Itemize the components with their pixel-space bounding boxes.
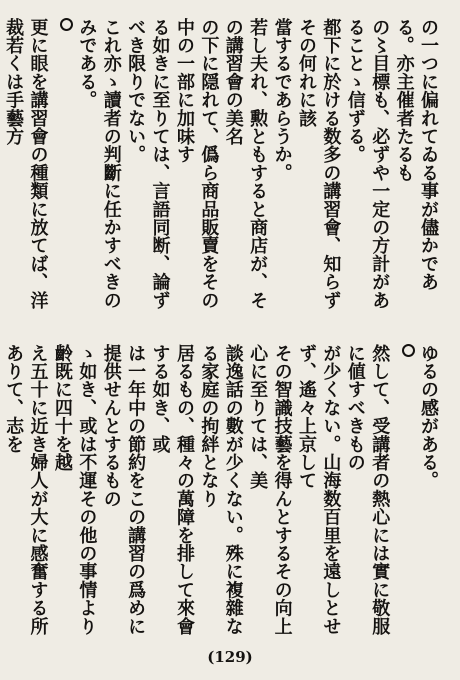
- text-line: ゝ如き、或は不運その他の事情より齡既に四十を越: [51, 344, 98, 636]
- section-circle-mark: [60, 18, 73, 31]
- text-line: 談逸話の數が少くない。殊に複雜なる家庭の拘絆となり: [198, 344, 244, 636]
- text-line: 然して、受講者の熱心には實に敬服に値すべきもの: [344, 344, 391, 636]
- text-line: 居るもの、種々の萬障を排して來會する如き、或: [149, 344, 195, 636]
- text-line: その智識技藝を得んとするその向上心に至りては、美: [247, 344, 293, 636]
- text-line: ゆるの感がある。: [418, 344, 439, 490]
- text-line: 更に眼を講習會の種類に放てば、洋裁若くは手藝方: [3, 18, 49, 310]
- text-line: は一年中の節約をこの講習の爲めに提供せんとするもの: [100, 344, 147, 636]
- upper-text-block: [3, 18, 440, 318]
- lower-text-block: [3, 344, 440, 640]
- page-number: (129): [207, 648, 253, 666]
- section-circle-mark: [402, 344, 415, 357]
- text-line: の下に隠れて、僞ら商品販賣をその中の一部に加味す: [173, 18, 220, 310]
- text-line: が少くない。山海数百里を遠しとせず、遙々上京して: [295, 344, 342, 636]
- text-line: 都下に於ける数多の講習會、知らずその何れに該: [295, 18, 342, 310]
- text-line: 若し夫れ、勲ともすると商店が、その講習會の美名: [222, 18, 269, 310]
- text-line: る如きに至りては、言語同断、論ずべき限りでない。: [125, 18, 171, 310]
- text-line: え五十に近き婦人が大に感奮する所ありて、志を: [3, 344, 49, 636]
- text-line: の一つに偏れてゐる事が儘かである。亦主催者たるも: [393, 18, 439, 291]
- text-line: これ亦ゝ讀者の判斷に任かすべきのみである。: [76, 18, 122, 310]
- text-line: の〻目標も、必ずや一定の方計があることゝ信ずる。: [344, 18, 391, 310]
- text-line: 當するであらうか。: [271, 18, 293, 182]
